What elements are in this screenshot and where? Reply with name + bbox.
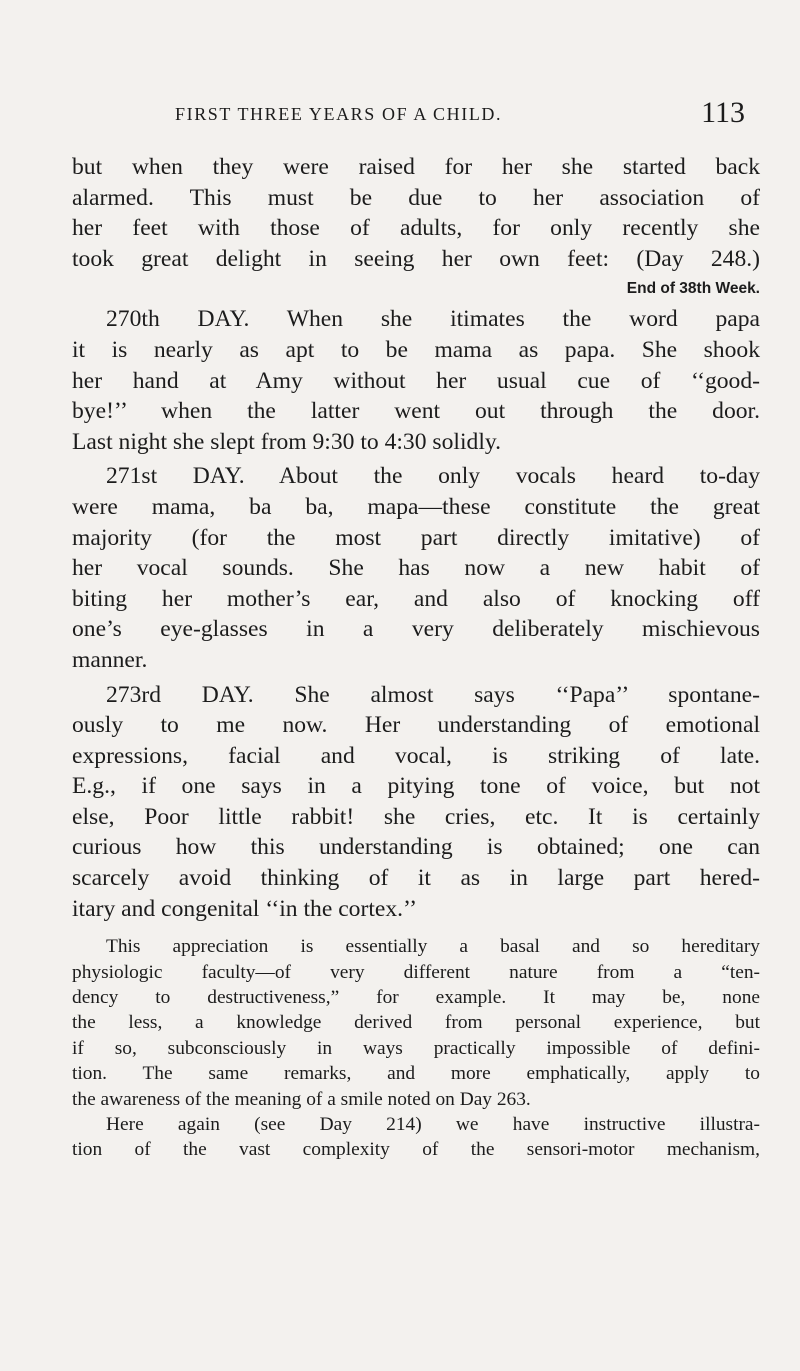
- paragraph-continued: [72, 152, 760, 274]
- text-line: bye!’’ when the latter went out through the door.: [72, 398, 760, 425]
- text-line: 270th DAY. When she itimates the word papa: [106, 306, 760, 333]
- text-line: ously to me now. Her understanding of emotional: [72, 712, 760, 739]
- text-line: 273rd DAY. She almost says ‘‘Papa’’ spontane-: [106, 681, 760, 708]
- text-line: one’s eye-glasses in a very deliberately mischievous: [72, 616, 760, 643]
- text-line: her vocal sounds. She has now a new habit of: [72, 555, 760, 582]
- text-line: tion of the vast complexity of the sensori-motor mechanism,: [72, 1139, 760, 1161]
- text-line: expressions, facial and vocal, is striking of late.: [72, 742, 760, 769]
- week-marker: End of 38th Week.: [626, 280, 760, 298]
- paragraph-day-270: [72, 304, 760, 457]
- text-line: majority (for the most part directly imitative) of: [72, 524, 760, 551]
- text-line: took great delight in seeing her own feet: (Day 248.): [72, 245, 760, 272]
- paragraph-day-273: [72, 680, 760, 925]
- text-line: Last night she slept from 9:30 to 4:30 solidly.: [72, 428, 502, 455]
- text-line: 271st DAY. About the only vocals heard to-day: [106, 463, 760, 490]
- text-line: the awareness of the meaning of a smile noted on Day 263.: [72, 1088, 531, 1110]
- text-line: tion. The same remarks, and more emphatically, apply to: [72, 1063, 760, 1085]
- text-line: her hand at Amy without her usual cue of ‘‘good-: [72, 367, 760, 394]
- running-head: [175, 96, 755, 136]
- paragraph-day-271: [72, 461, 760, 675]
- text-line: if so, subconsciously in ways practically impossible of defini-: [72, 1037, 760, 1059]
- text-line: Here again (see Day 214) we have instructive illustra-: [106, 1113, 760, 1135]
- text-line: alarmed. This must be due to her association of: [72, 184, 760, 211]
- text-line: This appreciation is essentially a basal and so hereditary: [106, 936, 760, 958]
- text-line: physiologic faculty—of very different nature from a “ten-: [72, 961, 760, 983]
- text-line: manner.: [72, 646, 148, 673]
- paragraph-commentary: [72, 934, 760, 1112]
- text-line: curious how this understanding is obtained; one can: [72, 834, 760, 861]
- text-line: biting her mother’s ear, and also of knocking off: [72, 585, 760, 612]
- text-line: else, Poor little rabbit! she cries, etc. It is certainly: [72, 803, 760, 830]
- text-line: but when they were raised for her she started back: [72, 154, 760, 180]
- paragraph-commentary-continued: [72, 1112, 760, 1163]
- text-line: it is nearly as apt to be mama as papa. She shook: [72, 336, 760, 363]
- text-line: itary and congenital ‘‘in the cortex.’’: [72, 895, 418, 922]
- text-line: scarcely avoid thinking of it as in large part hered-: [72, 865, 760, 892]
- text-line: the less, a knowledge derived from personal experience, but: [72, 1012, 760, 1034]
- text-line: were mama, ba ba, mapa—these constitute the great: [72, 493, 760, 520]
- body-text: [72, 152, 760, 1163]
- running-title: FIRST THREE YEARS OF A CHILD.: [175, 104, 503, 124]
- text-line: dency to destructiveness,” for example. It may be, none: [72, 987, 760, 1009]
- page-number: 113: [701, 96, 745, 129]
- text-line: her feet with those of adults, for only recently she: [72, 215, 760, 242]
- text-line: E.g., if one says in a pitying tone of voice, but not: [72, 773, 760, 800]
